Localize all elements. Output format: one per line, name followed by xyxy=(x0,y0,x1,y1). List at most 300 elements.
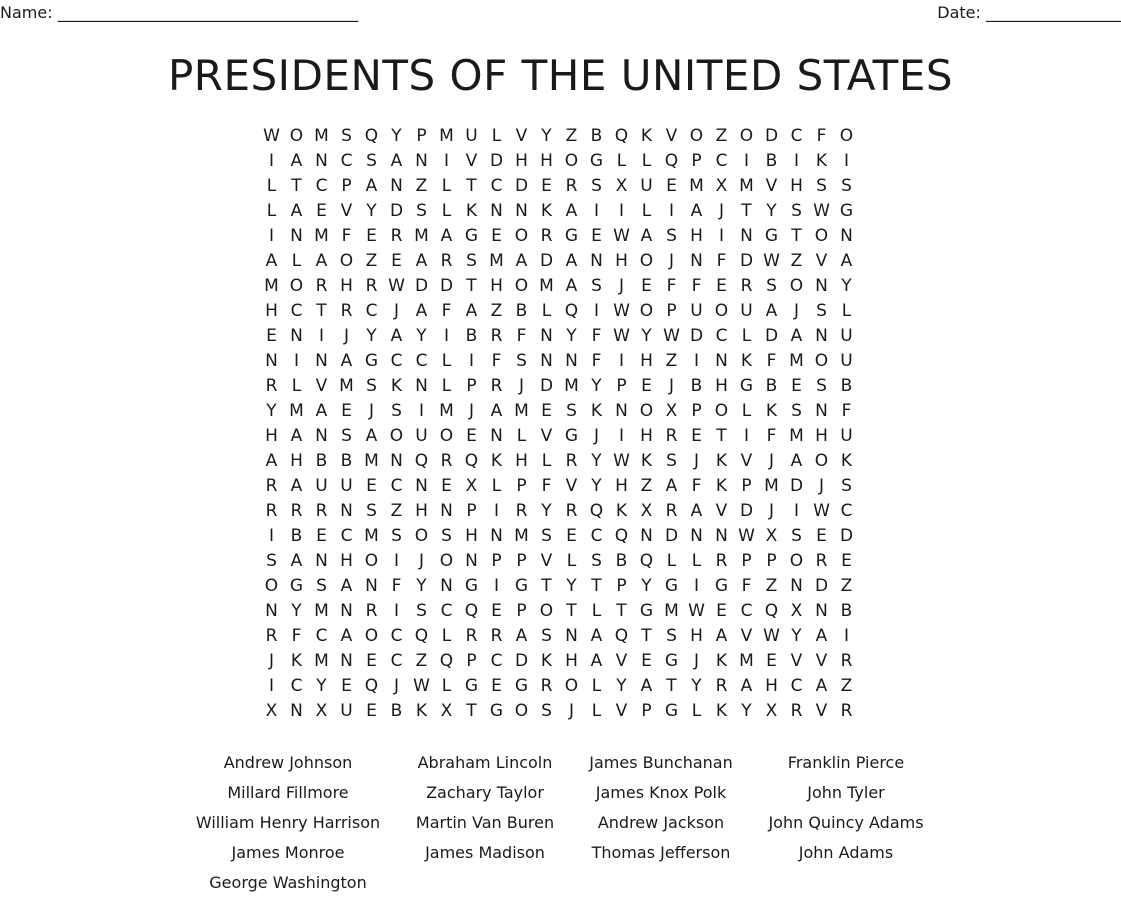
grid-letter[interactable]: L xyxy=(441,626,452,646)
grid-letter[interactable]: S xyxy=(366,376,377,396)
grid-letter[interactable]: N xyxy=(290,326,303,346)
grid-letter[interactable]: O xyxy=(289,126,304,146)
grid-letter[interactable]: C xyxy=(740,601,753,621)
grid-letter[interactable]: B xyxy=(515,301,528,321)
grid-letter[interactable]: K xyxy=(615,501,628,521)
grid-letter[interactable]: G xyxy=(464,226,479,246)
grid-letter[interactable]: O xyxy=(689,126,704,146)
grid-letter[interactable]: K xyxy=(715,451,728,471)
grid-letter[interactable]: B xyxy=(590,126,603,146)
grid-letter[interactable]: C xyxy=(590,526,603,546)
grid-letter[interactable]: X xyxy=(440,701,453,721)
grid-letter[interactable]: M xyxy=(764,476,779,496)
grid-letter[interactable]: B xyxy=(465,326,478,346)
grid-letter[interactable]: S xyxy=(591,276,602,296)
grid-letter[interactable]: P xyxy=(616,376,627,396)
grid-letter[interactable]: I xyxy=(593,201,599,221)
grid-letter[interactable]: P xyxy=(691,401,702,421)
grid-letter[interactable]: M xyxy=(314,126,329,146)
grid-letter[interactable]: G xyxy=(714,576,729,596)
grid-letter[interactable]: L xyxy=(441,376,452,396)
grid-letter[interactable]: N xyxy=(715,526,728,546)
grid-letter[interactable]: Y xyxy=(591,376,602,396)
grid-letter[interactable]: A xyxy=(465,301,478,321)
grid-letter[interactable]: I xyxy=(268,676,274,696)
grid-letter[interactable]: Q xyxy=(414,626,429,646)
grid-letter[interactable]: H xyxy=(515,151,528,171)
grid-letter[interactable]: V xyxy=(615,651,628,671)
grid-letter[interactable]: L xyxy=(541,301,552,321)
grid-letter[interactable]: T xyxy=(566,601,577,621)
grid-letter[interactable]: R xyxy=(840,651,853,671)
grid-letter[interactable]: I xyxy=(843,626,849,646)
grid-letter[interactable]: E xyxy=(366,226,377,246)
grid-letter[interactable]: K xyxy=(590,401,603,421)
grid-letter[interactable]: S xyxy=(341,126,352,146)
grid-letter[interactable]: G xyxy=(664,576,679,596)
grid-letter[interactable]: N xyxy=(290,226,303,246)
grid-letter[interactable]: A xyxy=(815,626,828,646)
grid-letter[interactable]: M xyxy=(364,526,379,546)
grid-letter[interactable]: Q xyxy=(564,301,579,321)
grid-letter[interactable]: E xyxy=(691,426,702,446)
grid-letter[interactable]: P xyxy=(491,551,502,571)
grid-letter[interactable]: U xyxy=(840,351,853,371)
grid-letter[interactable]: F xyxy=(516,326,527,346)
grid-letter[interactable]: E xyxy=(591,226,602,246)
grid-letter[interactable]: S xyxy=(816,376,827,396)
grid-letter[interactable]: C xyxy=(390,626,403,646)
grid-letter[interactable]: I xyxy=(743,151,749,171)
grid-letter[interactable]: E xyxy=(491,601,502,621)
grid-letter[interactable]: N xyxy=(640,526,653,546)
grid-letter[interactable]: S xyxy=(516,351,527,371)
grid-letter[interactable]: U xyxy=(740,301,753,321)
grid-letter[interactable]: C xyxy=(490,651,503,671)
grid-letter[interactable]: F xyxy=(666,276,677,296)
grid-letter[interactable]: O xyxy=(564,676,579,696)
grid-letter[interactable]: T xyxy=(316,301,327,321)
grid-letter[interactable]: Q xyxy=(664,151,679,171)
grid-letter[interactable]: M xyxy=(789,351,804,371)
grid-letter[interactable]: K xyxy=(640,451,653,471)
grid-letter[interactable]: L xyxy=(516,426,527,446)
grid-letter[interactable]: I xyxy=(618,201,624,221)
grid-letter[interactable]: S xyxy=(591,176,602,196)
grid-letter[interactable]: O xyxy=(339,251,354,271)
grid-letter[interactable]: A xyxy=(565,201,578,221)
grid-letter[interactable]: B xyxy=(840,601,853,621)
grid-letter[interactable]: N xyxy=(840,226,853,246)
grid-letter[interactable]: J xyxy=(818,476,824,496)
grid-letter[interactable]: H xyxy=(415,501,428,521)
grid-letter[interactable]: Q xyxy=(764,601,779,621)
grid-letter[interactable]: F xyxy=(491,351,502,371)
grid-letter[interactable]: A xyxy=(265,451,278,471)
grid-letter[interactable]: N xyxy=(265,601,278,621)
grid-letter[interactable]: W xyxy=(263,126,280,146)
grid-letter[interactable]: Y xyxy=(541,501,552,521)
grid-letter[interactable]: U xyxy=(690,301,703,321)
grid-letter[interactable]: D xyxy=(389,201,404,221)
grid-letter[interactable]: U xyxy=(340,476,353,496)
grid-letter[interactable]: R xyxy=(665,426,678,446)
grid-letter[interactable]: S xyxy=(816,176,827,196)
grid-letter[interactable]: S xyxy=(316,576,327,596)
grid-letter[interactable]: M xyxy=(414,226,429,246)
grid-letter[interactable]: M xyxy=(264,276,279,296)
grid-letter[interactable]: Z xyxy=(715,126,728,146)
grid-letter[interactable]: J xyxy=(768,451,774,471)
grid-letter[interactable]: A xyxy=(415,251,428,271)
grid-letter[interactable]: O xyxy=(414,526,429,546)
grid-letter[interactable]: K xyxy=(715,651,728,671)
grid-letter[interactable]: E xyxy=(366,651,377,671)
grid-letter[interactable]: Z xyxy=(415,651,428,671)
grid-letter[interactable]: Y xyxy=(566,326,577,346)
grid-letter[interactable]: E xyxy=(716,601,727,621)
grid-letter[interactable]: I xyxy=(693,351,699,371)
grid-letter[interactable]: O xyxy=(364,551,379,571)
grid-letter[interactable]: V xyxy=(565,476,578,496)
grid-letter[interactable]: J xyxy=(343,326,349,346)
grid-letter[interactable]: S xyxy=(341,426,352,446)
grid-letter[interactable]: S xyxy=(541,701,552,721)
grid-letter[interactable]: L xyxy=(841,301,852,321)
grid-letter[interactable]: I xyxy=(468,351,474,371)
grid-letter[interactable]: C xyxy=(840,501,853,521)
grid-letter[interactable]: S xyxy=(666,626,677,646)
grid-letter[interactable]: V xyxy=(815,651,828,671)
grid-letter[interactable]: W xyxy=(613,226,630,246)
grid-letter[interactable]: F xyxy=(766,351,777,371)
grid-letter[interactable]: L xyxy=(266,176,277,196)
grid-letter[interactable]: O xyxy=(789,276,804,296)
grid-letter[interactable]: N xyxy=(740,226,753,246)
grid-letter[interactable]: O xyxy=(814,351,829,371)
grid-letter[interactable]: F xyxy=(716,251,727,271)
grid-letter[interactable]: O xyxy=(264,576,279,596)
grid-letter[interactable]: A xyxy=(290,551,303,571)
grid-letter[interactable]: L xyxy=(441,351,452,371)
grid-letter[interactable]: D xyxy=(739,501,754,521)
grid-letter[interactable]: M xyxy=(789,426,804,446)
grid-letter[interactable]: R xyxy=(715,676,728,696)
grid-letter[interactable]: W xyxy=(613,301,630,321)
grid-letter[interactable]: O xyxy=(789,551,804,571)
grid-letter[interactable]: A xyxy=(715,626,728,646)
grid-letter[interactable]: B xyxy=(690,376,703,396)
grid-letter[interactable]: C xyxy=(390,651,403,671)
grid-letter[interactable]: A xyxy=(515,626,528,646)
grid-letter[interactable]: F xyxy=(541,476,552,496)
grid-letter[interactable]: E xyxy=(491,226,502,246)
grid-letter[interactable]: A xyxy=(365,426,378,446)
grid-letter[interactable]: E xyxy=(366,701,377,721)
grid-letter[interactable]: S xyxy=(366,501,377,521)
grid-letter[interactable]: O xyxy=(389,426,404,446)
grid-letter[interactable]: L xyxy=(541,451,552,471)
grid-letter[interactable]: Q xyxy=(364,676,379,696)
grid-letter[interactable]: H xyxy=(815,426,828,446)
grid-letter[interactable]: T xyxy=(741,201,752,221)
grid-letter[interactable]: E xyxy=(316,201,327,221)
grid-letter[interactable]: F xyxy=(591,351,602,371)
grid-letter[interactable]: G xyxy=(514,576,529,596)
grid-letter[interactable]: Y xyxy=(416,326,427,346)
grid-letter[interactable]: A xyxy=(315,251,328,271)
grid-letter[interactable]: Q xyxy=(614,126,629,146)
grid-letter[interactable]: L xyxy=(741,401,752,421)
grid-letter[interactable]: H xyxy=(690,626,703,646)
grid-letter[interactable]: E xyxy=(641,376,652,396)
grid-letter[interactable]: L xyxy=(691,701,702,721)
grid-letter[interactable]: I xyxy=(718,226,724,246)
grid-letter[interactable]: S xyxy=(566,401,577,421)
grid-letter[interactable]: O xyxy=(714,401,729,421)
grid-letter[interactable]: Q xyxy=(639,551,654,571)
grid-letter[interactable]: E xyxy=(841,551,852,571)
grid-letter[interactable]: J xyxy=(693,451,699,471)
grid-letter[interactable]: J xyxy=(418,551,424,571)
grid-letter[interactable]: A xyxy=(640,676,653,696)
grid-letter[interactable]: E xyxy=(391,251,402,271)
grid-letter[interactable]: S xyxy=(791,401,802,421)
grid-letter[interactable]: D xyxy=(539,251,554,271)
grid-letter[interactable]: U xyxy=(340,701,353,721)
grid-letter[interactable]: G xyxy=(639,601,654,621)
grid-letter[interactable]: S xyxy=(766,276,777,296)
grid-letter[interactable]: A xyxy=(690,201,703,221)
grid-letter[interactable]: K xyxy=(540,201,553,221)
grid-letter[interactable]: Z xyxy=(490,301,503,321)
grid-letter[interactable]: M xyxy=(439,401,454,421)
grid-letter[interactable]: P xyxy=(616,576,627,596)
grid-letter[interactable]: Y xyxy=(266,401,277,421)
grid-letter[interactable]: Y xyxy=(616,676,627,696)
grid-letter[interactable]: I xyxy=(668,201,674,221)
grid-letter[interactable]: J xyxy=(768,501,774,521)
grid-letter[interactable]: T xyxy=(466,276,477,296)
grid-letter[interactable]: L xyxy=(616,151,627,171)
grid-letter[interactable]: B xyxy=(390,701,403,721)
grid-letter[interactable]: E xyxy=(816,526,827,546)
grid-letter[interactable]: A xyxy=(490,401,503,421)
grid-letter[interactable]: L xyxy=(491,126,502,146)
grid-letter[interactable]: O xyxy=(639,251,654,271)
grid-letter[interactable]: Y xyxy=(766,201,777,221)
grid-letter[interactable]: W xyxy=(613,451,630,471)
grid-letter[interactable]: E xyxy=(441,476,452,496)
grid-letter[interactable]: N xyxy=(815,326,828,346)
grid-letter[interactable]: N xyxy=(815,601,828,621)
grid-letter[interactable]: G xyxy=(839,201,854,221)
grid-letter[interactable]: G xyxy=(464,576,479,596)
grid-letter[interactable]: X xyxy=(640,501,653,521)
grid-letter[interactable]: H xyxy=(565,651,578,671)
grid-letter[interactable]: N xyxy=(315,426,328,446)
grid-letter[interactable]: V xyxy=(315,376,328,396)
grid-letter[interactable]: Z xyxy=(415,176,428,196)
grid-letter[interactable]: M xyxy=(314,601,329,621)
grid-letter[interactable]: Z xyxy=(390,501,403,521)
grid-letter[interactable]: Y xyxy=(641,326,652,346)
grid-letter[interactable]: K xyxy=(490,451,503,471)
grid-letter[interactable]: U xyxy=(415,426,428,446)
grid-letter[interactable]: M xyxy=(339,376,354,396)
grid-letter[interactable]: Y xyxy=(366,201,377,221)
grid-letter[interactable]: P xyxy=(416,126,427,146)
grid-letter[interactable]: N xyxy=(340,601,353,621)
grid-letter[interactable]: V xyxy=(540,551,553,571)
grid-letter[interactable]: D xyxy=(764,126,779,146)
grid-letter[interactable]: P xyxy=(666,301,677,321)
grid-letter[interactable]: R xyxy=(340,301,353,321)
name-blank-line[interactable]: ________________________________________ xyxy=(57,3,358,22)
grid-letter[interactable]: H xyxy=(640,351,653,371)
grid-letter[interactable]: X xyxy=(765,701,778,721)
grid-letter[interactable]: Y xyxy=(291,601,302,621)
grid-letter[interactable]: B xyxy=(765,376,778,396)
grid-letter[interactable]: N xyxy=(815,401,828,421)
grid-letter[interactable]: T xyxy=(591,576,602,596)
grid-letter[interactable]: M xyxy=(364,451,379,471)
grid-letter[interactable]: V xyxy=(765,176,778,196)
grid-letter[interactable]: L xyxy=(291,376,302,396)
grid-letter[interactable]: R xyxy=(565,451,578,471)
grid-letter[interactable]: I xyxy=(268,226,274,246)
grid-letter[interactable]: L xyxy=(591,601,602,621)
grid-letter[interactable]: J xyxy=(668,376,674,396)
grid-letter[interactable]: A xyxy=(290,476,303,496)
grid-letter[interactable]: S xyxy=(791,201,802,221)
grid-letter[interactable]: E xyxy=(766,651,777,671)
grid-letter[interactable]: V xyxy=(615,701,628,721)
grid-letter[interactable]: W xyxy=(688,601,705,621)
grid-letter[interactable]: J xyxy=(693,651,699,671)
grid-letter[interactable]: O xyxy=(439,426,454,446)
grid-letter[interactable]: W xyxy=(613,326,630,346)
date-blank-line[interactable]: __________________ xyxy=(986,3,1121,22)
grid-letter[interactable]: J xyxy=(268,651,274,671)
grid-letter[interactable]: A xyxy=(690,501,703,521)
grid-letter[interactable]: R xyxy=(315,501,328,521)
grid-letter[interactable]: I xyxy=(743,426,749,446)
grid-letter[interactable]: K xyxy=(715,701,728,721)
grid-letter[interactable]: H xyxy=(290,451,303,471)
grid-letter[interactable]: N xyxy=(815,276,828,296)
grid-letter[interactable]: I xyxy=(618,426,624,446)
grid-letter[interactable]: W xyxy=(663,326,680,346)
grid-letter[interactable]: T xyxy=(791,226,802,246)
grid-letter[interactable]: N xyxy=(315,351,328,371)
grid-letter[interactable]: O xyxy=(839,126,854,146)
grid-letter[interactable]: D xyxy=(414,276,429,296)
grid-letter[interactable]: D xyxy=(439,276,454,296)
grid-letter[interactable]: M xyxy=(539,276,554,296)
grid-letter[interactable]: Y xyxy=(566,576,577,596)
grid-letter[interactable]: E xyxy=(266,326,277,346)
grid-letter[interactable]: I xyxy=(393,601,399,621)
grid-letter[interactable]: V xyxy=(815,701,828,721)
grid-letter[interactable]: D xyxy=(739,251,754,271)
grid-letter[interactable]: N xyxy=(690,251,703,271)
grid-letter[interactable]: J xyxy=(593,426,599,446)
grid-letter[interactable]: K xyxy=(640,126,653,146)
grid-letter[interactable]: W xyxy=(813,201,830,221)
grid-letter[interactable]: E xyxy=(491,676,502,696)
grid-letter[interactable]: Q xyxy=(464,601,479,621)
grid-letter[interactable]: L xyxy=(441,201,452,221)
grid-letter[interactable]: H xyxy=(515,451,528,471)
grid-letter[interactable]: O xyxy=(714,301,729,321)
grid-letter[interactable]: N xyxy=(790,576,803,596)
grid-letter[interactable]: C xyxy=(390,351,403,371)
grid-letter[interactable]: F xyxy=(841,401,852,421)
grid-letter[interactable]: I xyxy=(793,151,799,171)
grid-letter[interactable]: T xyxy=(291,176,302,196)
grid-letter[interactable]: I xyxy=(268,151,274,171)
grid-letter[interactable]: P xyxy=(466,501,477,521)
grid-letter[interactable]: L xyxy=(641,151,652,171)
grid-letter[interactable]: B xyxy=(315,451,328,471)
grid-letter[interactable]: R xyxy=(365,601,378,621)
grid-letter[interactable]: R xyxy=(665,501,678,521)
grid-letter[interactable]: D xyxy=(814,576,829,596)
grid-letter[interactable]: H xyxy=(615,251,628,271)
grid-letter[interactable]: P xyxy=(516,601,527,621)
grid-letter[interactable]: R xyxy=(440,251,453,271)
grid-letter[interactable]: X xyxy=(665,401,678,421)
grid-letter[interactable]: Z xyxy=(640,476,653,496)
grid-letter[interactable]: V xyxy=(740,626,753,646)
grid-letter[interactable]: A xyxy=(765,301,778,321)
grid-letter[interactable]: Y xyxy=(591,451,602,471)
grid-letter[interactable]: E xyxy=(791,376,802,396)
grid-letter[interactable]: R xyxy=(715,551,728,571)
grid-letter[interactable]: U xyxy=(840,426,853,446)
grid-letter[interactable]: J xyxy=(793,301,799,321)
grid-letter[interactable]: A xyxy=(415,301,428,321)
grid-letter[interactable]: T xyxy=(716,426,727,446)
grid-letter[interactable]: H xyxy=(765,676,778,696)
grid-letter[interactable]: Y xyxy=(391,126,402,146)
grid-letter[interactable]: E xyxy=(666,176,677,196)
grid-letter[interactable]: A xyxy=(515,251,528,271)
grid-letter[interactable]: F xyxy=(391,576,402,596)
grid-letter[interactable]: K xyxy=(290,651,303,671)
grid-letter[interactable]: Q xyxy=(614,526,629,546)
grid-letter[interactable]: O xyxy=(514,276,529,296)
grid-letter[interactable]: I xyxy=(443,326,449,346)
grid-letter[interactable]: I xyxy=(268,526,274,546)
grid-letter[interactable]: I xyxy=(418,401,424,421)
grid-letter[interactable]: J xyxy=(393,301,399,321)
grid-letter[interactable]: J xyxy=(718,201,724,221)
grid-letter[interactable]: F xyxy=(441,301,452,321)
grid-letter[interactable]: M xyxy=(689,176,704,196)
grid-letter[interactable]: T xyxy=(466,701,477,721)
grid-letter[interactable]: N xyxy=(515,201,528,221)
grid-letter[interactable]: D xyxy=(514,176,529,196)
grid-letter[interactable]: N xyxy=(465,551,478,571)
grid-letter[interactable]: S xyxy=(666,226,677,246)
grid-letter[interactable]: Y xyxy=(591,476,602,496)
grid-letter[interactable]: G xyxy=(664,651,679,671)
grid-letter[interactable]: A xyxy=(665,476,678,496)
grid-letter[interactable]: R xyxy=(465,626,478,646)
grid-letter[interactable]: C xyxy=(415,351,428,371)
